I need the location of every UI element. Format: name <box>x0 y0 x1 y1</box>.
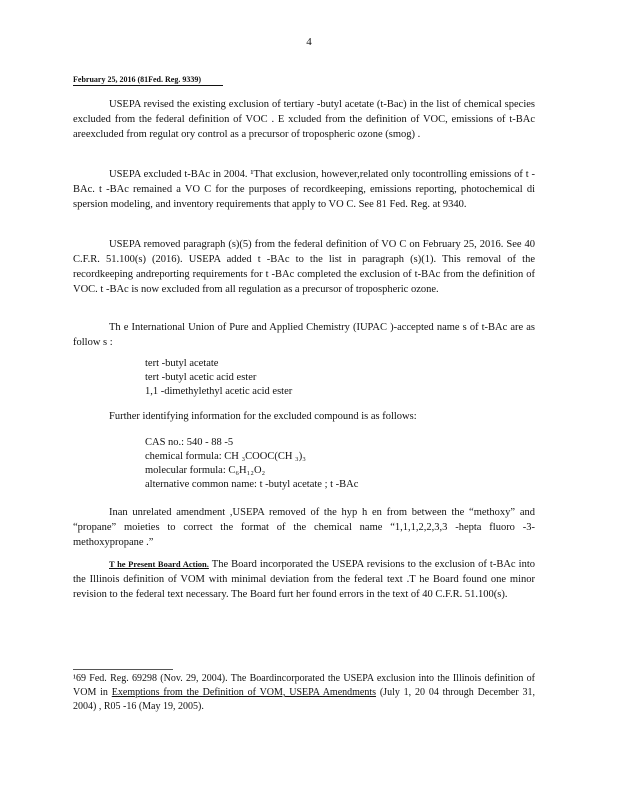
list-item: CAS no.: 540 - 88 -5 <box>145 437 234 448</box>
list-item: tert -butyl acetate <box>145 358 219 369</box>
list-item: molecular formula: C₆H₁₂O₂ <box>145 465 266 476</box>
paragraph-4-text: Th e International Union of Pure and Applied Chemistry (IUPAC )-accepted name s of t-BAc are as follow s : <box>73 322 535 348</box>
footnote-text-post: (July 1, 20 04 through December 31, 2004) , R05 -16 (May 19, 2005). <box>73 687 535 712</box>
iupac-names-list <box>145 357 292 399</box>
footnote-divider <box>73 669 173 670</box>
page-number: 4 <box>306 36 312 48</box>
present-board-action-title: T he Present Board Action. <box>109 559 209 569</box>
paragraph-7-body: The Board incorporated the USEPA revisions to the exclusion of t-BAc into the Illinois definition of VOM with minimal deviation from the federal text .T he Board found one minor revision to the federal text necessary. The Board furt her found errors in the text of 40 C.F.R. 51.100(s). <box>73 559 535 600</box>
list-item: alternative common name: t -butyl acetate ; t -BAc <box>145 479 359 490</box>
footnote <box>73 672 535 714</box>
list-item: 1,1 -dimethylethyl acetic acid ester <box>145 386 293 397</box>
paragraph-6 <box>73 505 535 550</box>
paragraph-1 <box>73 97 535 142</box>
list-item: tert -butyl acetic acid ester <box>145 372 257 383</box>
footnote-text-pre: ¹69 Fed. Reg. 69298 (Nov. 29, 2004). The Boardincorporated the USEPA exclusion into the Illinois definition of VOM in <box>73 673 535 698</box>
paragraph-3 <box>73 237 535 297</box>
paragraph-7 <box>73 557 535 602</box>
identifiers-list <box>145 436 358 492</box>
paragraph-6-text: Inan unrelated amendment ,USEPA removed of the hyp h en from between the “methoxy” and “propane” moieties to correct the format of the chemical name “1,1,1,2,2,3,3 -hepta fluoro -3-methoxypropane .” <box>73 507 535 548</box>
list-item: chemical formula: CH ₃COOC(CH ₃)₃ <box>145 451 306 462</box>
paragraph-2-text: USEPA excluded t-BAc in 2004. ¹That exclusion, however,related only tocontrolling emissions of t -BAc. t -BAc remained a VO C for the purposes of recordkeeping, emissions reporting, photochemical di spersion modeling, and inventory requirements that apply to VO C. See 81 Fed. Reg. at 9340. <box>73 169 535 210</box>
paragraph-4 <box>73 320 535 350</box>
paragraph-1-text: USEPA revised the existing exclusion of tertiary -butyl acetate (t-Bac) in the list of chemical species excluded from the federal definition of VOC . E xcluded from the definition of VOC, emissions of t-BAc areexcluded from regulat ory control as a precursor of tropospheric ozone (smog) . <box>73 99 535 140</box>
paragraph-7-text <box>73 557 535 602</box>
paragraph-3-text: USEPA removed paragraph (s)(5) from the federal definition of VO C on February 25, 2016. See 40 C.F.R. 51.100(s) (2016). USEPA added t -BAc to the list in paragraph (s)(1). This removal of the recordkeeping andreporting requirements for t -BAc completed the exclusion of t-BAc from the definition of VOC. t -BAc is now excluded from all regulation as a precursor of tropospheric ozone. <box>73 239 535 295</box>
footnote-citation-title: Exemptions from the Definition of VOM, USEPA Amendments <box>111 687 377 698</box>
paragraph-5 <box>73 409 535 424</box>
paragraph-2 <box>73 167 535 212</box>
section-heading: February 25, 2016 (81Fed. Reg. 9339) <box>73 74 223 86</box>
paragraph-5-text: Further identifying information for the excluded compound is as follows: <box>109 411 417 422</box>
